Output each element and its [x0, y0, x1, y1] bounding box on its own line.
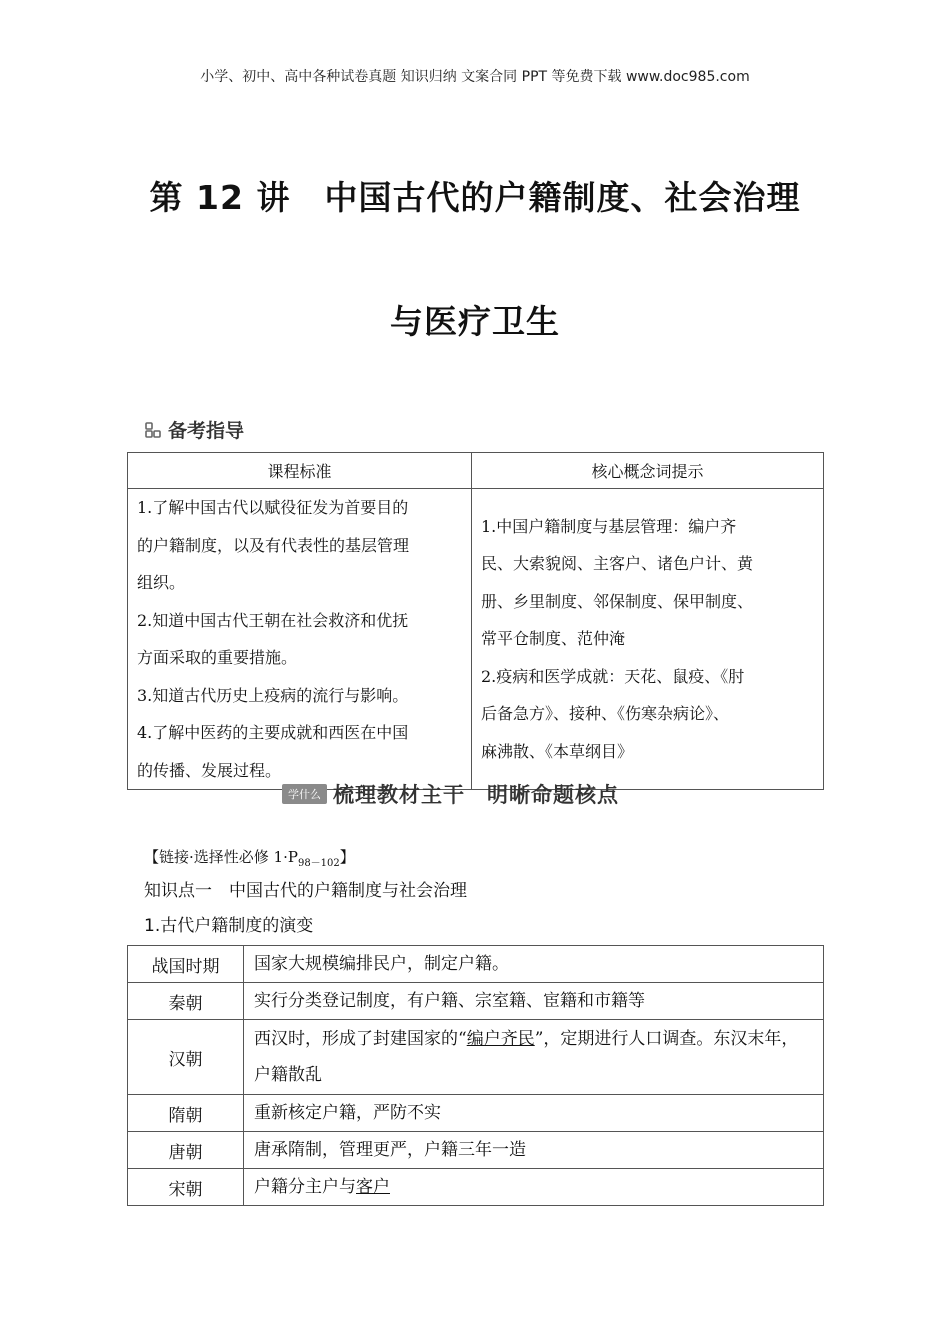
description-cell: 重新核定户籍，严防不实: [244, 1095, 824, 1132]
era-cell: 秦朝: [128, 983, 244, 1020]
core-concepts-header: 核心概念词提示: [472, 453, 824, 489]
standard-line: 组织。: [137, 573, 186, 592]
description-cell: [244, 1020, 824, 1095]
textbook-link: [144, 846, 355, 869]
link-pages: 98－102: [297, 858, 340, 869]
era-cell: 唐朝: [128, 1132, 244, 1169]
era-cell: 战国时期: [128, 946, 244, 983]
section-tag: 学什么: [282, 784, 327, 804]
page-header: 小学、初中、高中各种试卷真题 知识归纳 文案合同 PPT 等免费下载 www.doc985.com: [200, 69, 750, 85]
concept-line: 麻沸散、《本草纲目》: [481, 741, 634, 761]
standard-line: 方面采取的重要措施。: [137, 648, 298, 667]
link-suffix: 】: [339, 848, 355, 866]
underlined-term: 编户齐民: [466, 1029, 535, 1049]
text-post: ”，定期进行人口调查。东汉末年，户籍散乱: [254, 1029, 799, 1085]
concept-line: 常平仓制度、范仲淹: [481, 629, 626, 649]
standard-line: 4.了解中医药的主要成就和西医在中国: [137, 723, 409, 742]
subheading: 1.古代户籍制度的演变: [144, 916, 314, 936]
concept-line: 后备急方》、接种、《伤寒杂病论》、: [481, 704, 730, 724]
course-standard-header: 课程标准: [128, 453, 472, 489]
exam-guide-table: [127, 452, 824, 790]
table-row: [128, 1169, 824, 1206]
table-row: [128, 1020, 824, 1095]
table-row: [128, 1095, 824, 1132]
text-pre: 户籍分主户与: [254, 1177, 356, 1197]
core-concepts-cell: [472, 489, 824, 790]
lesson-title-line2: 与医疗卫生: [390, 302, 560, 341]
concept-line: 1.中国户籍制度与基层管理：编户齐: [481, 516, 737, 536]
standard-line: 1.了解中国古代以赋役征发为首要目的: [137, 498, 409, 517]
text-pre: 西汉时，形成了封建国家的“: [254, 1029, 467, 1049]
table-row: [128, 1132, 824, 1169]
era-cell: 隋朝: [128, 1095, 244, 1132]
standard-line: 3.知道古代历史上疫病的流行与影响。: [137, 685, 409, 705]
lesson-title-line1: 第 12 讲 中国古代的户籍制度、社会治理: [149, 178, 801, 217]
course-standard-cell: [128, 489, 472, 790]
household-registration-table: [127, 945, 824, 1206]
concept-line: 2.疫病和医学成就：天花、鼠疫、《肘: [481, 666, 745, 686]
table-row: [128, 983, 824, 1020]
standard-line: 的传播、发展过程。: [137, 760, 282, 780]
guide-icon: [144, 421, 164, 439]
concept-line: 册、乡里制度、邻保制度、保甲制度、: [481, 591, 754, 611]
era-cell: 宋朝: [128, 1169, 244, 1206]
exam-guide-heading: [144, 416, 244, 443]
era-cell: 汉朝: [128, 1020, 244, 1095]
description-cell: 实行分类登记制度，有户籍、宗室籍、宦籍和市籍等: [244, 983, 824, 1020]
description-cell: 唐承隋制，管理更严，户籍三年一造: [244, 1132, 824, 1169]
link-prefix: 【链接·选择性必修 1·P: [144, 848, 298, 866]
underlined-term: 客户: [356, 1177, 390, 1197]
concept-line: 民、大索貌阅、主客户、诸色户计、黄: [481, 554, 754, 574]
table-row: [128, 946, 824, 983]
description-cell: 国家大规模编排民户，制定户籍。: [244, 946, 824, 983]
description-cell: [244, 1169, 824, 1206]
section-title: 梳理教材主干 明晰命题核点: [333, 783, 619, 807]
exam-guide-label: 备考指导: [168, 420, 245, 442]
knowledge-point-title: 知识点一 中国古代的户籍制度与社会治理: [144, 881, 467, 901]
standard-line: 的户籍制度，以及有代表性的基层管理: [137, 535, 410, 555]
standard-line: 2.知道中国古代王朝在社会救济和优抚: [137, 610, 409, 630]
section-banner: [282, 779, 619, 809]
